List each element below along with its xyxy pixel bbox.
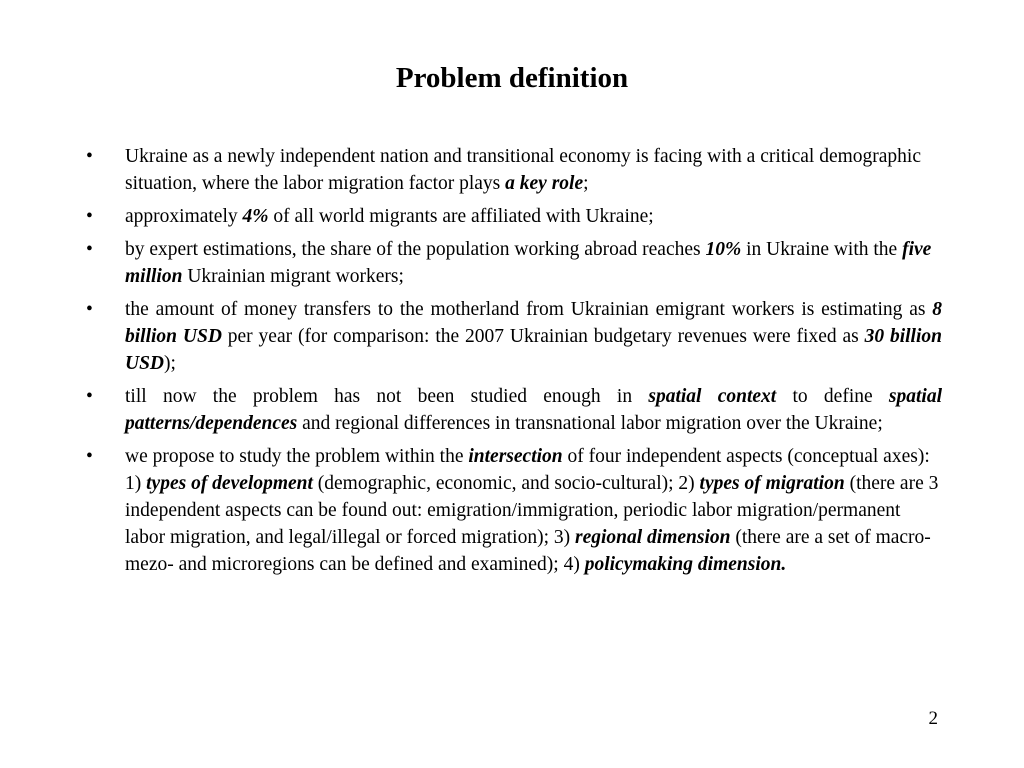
emphasis-spatial-patterns: spatial patterns/dependences bbox=[125, 386, 943, 434]
text-run: ); bbox=[164, 353, 176, 374]
bullet-item bbox=[82, 143, 942, 197]
bullet-text bbox=[125, 299, 942, 374]
bullet-item bbox=[82, 296, 942, 377]
emphasis-spatial-context: spatial context bbox=[648, 386, 777, 407]
emphasis-intersection: intersection bbox=[468, 446, 563, 467]
emphasis-30-billion-usd: 30 billion USD bbox=[125, 326, 942, 374]
text-run: Ukrainian migrant workers; bbox=[182, 266, 404, 287]
text-run: and regional differences in transnational labor migration over the Ukraine; bbox=[297, 413, 883, 434]
bullet-marker: • bbox=[86, 206, 93, 227]
text-run: per year (for comparison: the 2007 Ukrainian budgetary revenues were fixed as bbox=[221, 326, 865, 347]
text-run: by expert estimations, the share of the population working abroad reaches bbox=[125, 239, 706, 260]
text-run: till now the problem has not been studied enough in bbox=[125, 386, 649, 407]
bullet-text bbox=[125, 239, 931, 287]
bullet-item bbox=[82, 203, 942, 230]
bullet-item bbox=[82, 443, 942, 578]
emphasis-a-key-role: a key role bbox=[505, 173, 584, 194]
text-run: (there are a set of macro- mezo- and microregions can be defined and examined); 4) bbox=[125, 527, 931, 575]
bullet-marker: • bbox=[86, 146, 93, 167]
slide-title: Problem definition bbox=[395, 62, 629, 94]
bullet-list bbox=[82, 143, 942, 584]
text-run: approximately bbox=[125, 206, 243, 227]
emphasis-4-percent: 4% bbox=[242, 206, 269, 227]
emphasis-five-million: five million bbox=[125, 239, 932, 287]
text-run: we propose to study the problem within the bbox=[125, 446, 469, 467]
bullet-text bbox=[125, 446, 938, 575]
bullet-item bbox=[82, 383, 942, 437]
page-number: 2 bbox=[928, 708, 938, 729]
bullet-marker: • bbox=[86, 446, 93, 467]
bullet-text bbox=[125, 386, 942, 434]
bullet-item bbox=[82, 236, 942, 290]
bullet-marker: • bbox=[86, 239, 93, 260]
text-run: the amount of money transfers to the motherland from Ukrainian emigrant workers is estimating as bbox=[125, 299, 933, 320]
bullet-marker: • bbox=[86, 386, 93, 407]
emphasis-8-billion-usd: 8 billion USD bbox=[125, 299, 942, 347]
bullet-text bbox=[125, 206, 654, 227]
text-run: to define bbox=[776, 386, 889, 407]
text-run: Ukraine as a newly independent nation and transitional economy is facing with a critical demographic situation, where the labor migration factor plays bbox=[125, 146, 921, 194]
emphasis-types-of-migration: types of migration bbox=[699, 473, 845, 494]
emphasis-regional-dimension: regional dimension bbox=[574, 527, 731, 548]
text-run: (there are 3 independent aspects can be found out: emigration/immigration, periodic labor migration/permanent labor migration, and legal/illegal or forced migration); 3) bbox=[125, 473, 939, 548]
text-run: ; bbox=[583, 173, 589, 194]
bullet-text bbox=[125, 146, 921, 194]
emphasis-10-percent: 10% bbox=[705, 239, 742, 260]
emphasis-types-of-development: types of development bbox=[146, 473, 313, 494]
emphasis-policymaking-dimension: policymaking dimension. bbox=[584, 554, 787, 575]
text-run: (demographic, economic, and socio-cultural); 2) bbox=[312, 473, 700, 494]
text-run: of all world migrants are affiliated with Ukraine; bbox=[268, 206, 654, 227]
text-run: of four independent aspects (conceptual axes): 1) bbox=[125, 446, 930, 494]
text-run: in Ukraine with the bbox=[741, 239, 903, 260]
bullet-marker: • bbox=[86, 299, 93, 320]
